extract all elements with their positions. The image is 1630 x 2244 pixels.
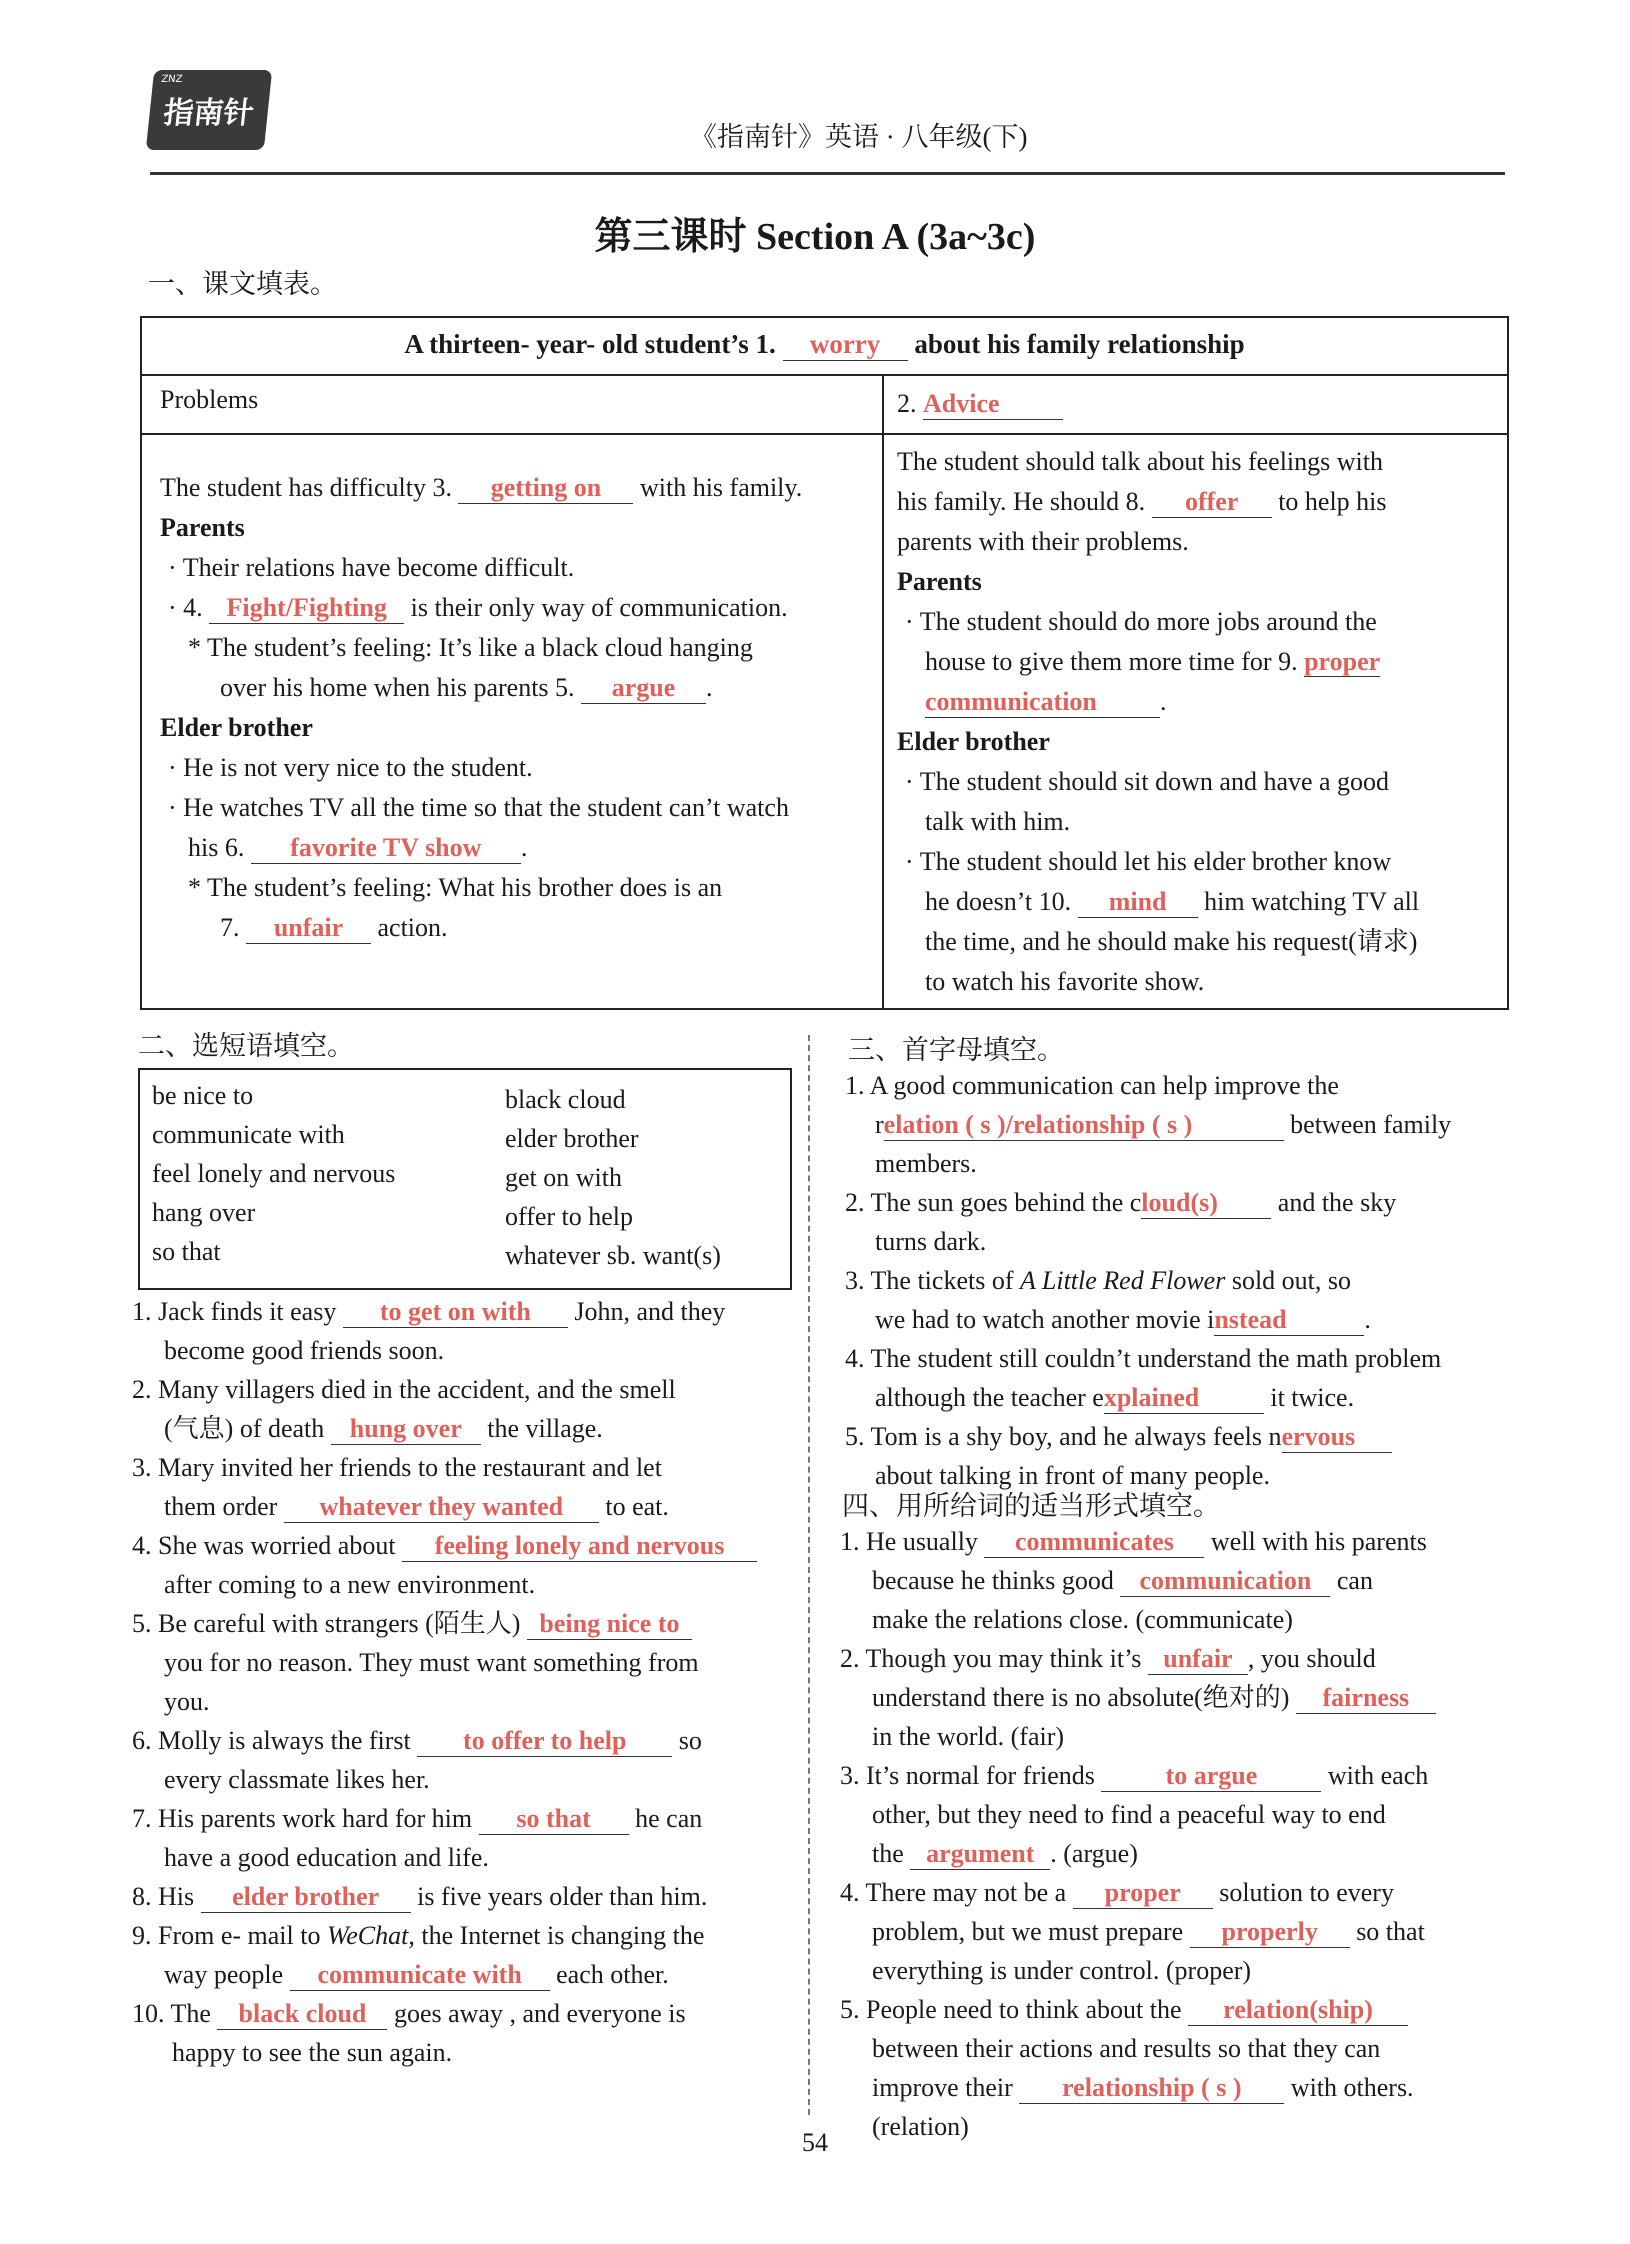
text-line (1104, 1384, 1264, 1414)
part1-p-feel1-b: over his home when his parents 5. (220, 673, 575, 702)
text-line (1282, 1423, 1392, 1453)
part2-q9-a: 9. From e- mail to (132, 1921, 321, 1950)
part4-q5-b: between their actions and results so that they can (872, 2034, 1381, 2063)
text-line (479, 1805, 629, 1835)
part4-q3-ans2: argument (926, 1839, 1035, 1868)
text-line (284, 1493, 599, 1523)
text-line (201, 1883, 411, 1913)
part4-q1-ans1: communicates (1014, 1527, 1174, 1556)
part1-ad-line1: The student should talk about his feelings with (897, 447, 1383, 476)
text-line (209, 594, 404, 624)
parents-heading: Parents (160, 513, 245, 542)
part1-p-feel1-a: * The student’s feeling: It’s like a black cloud hanging (188, 633, 753, 662)
text-line (840, 1561, 1510, 1600)
part3-q1-a: 1. A good communication can help improve the (845, 1071, 1339, 1100)
part4-q2-ans2: fairness (1322, 1683, 1410, 1712)
text-line (132, 1877, 792, 1916)
part2-phrases-right-1: elder brother (505, 1124, 639, 1153)
part2-q7-a: 7. His parents work hard for him (132, 1804, 473, 1833)
text-line (132, 1526, 792, 1565)
part3-q1-r: r (875, 1110, 884, 1139)
text-line (840, 1522, 1510, 1561)
text-line (845, 1378, 1505, 1417)
text-line (1214, 1306, 1364, 1336)
part4-q4-e: everything is under control. (proper) (872, 1956, 1252, 1985)
part4-q4-d: so that (1356, 1917, 1425, 1946)
part2-phrases-left-0: be nice to (152, 1081, 254, 1110)
advice-content (897, 442, 1492, 1002)
elder-heading: Elder brother (160, 713, 313, 742)
text-line (897, 482, 1492, 522)
text-line (1152, 488, 1272, 518)
table-rule (142, 433, 1507, 435)
column-divider (808, 1035, 810, 2115)
part4-q5-ans2: relationship ( s ) (1062, 2073, 1242, 2102)
text-line (217, 2000, 387, 2030)
part4-q1-d: can (1336, 1566, 1373, 1595)
phrase-box (138, 1068, 792, 1290)
advice-parents-heading: Parents (897, 567, 982, 596)
text-line: his 6. favorite TV show . (188, 833, 528, 862)
text-line (246, 914, 371, 944)
part3-q2-ans: loud(s) (1141, 1188, 1218, 1217)
part3-q4-c: it twice. (1270, 1383, 1355, 1412)
answer-10: mind (1108, 887, 1167, 916)
part3-q1-c: members. (875, 1149, 977, 1178)
answer-5: argue (611, 673, 676, 702)
part4-q5-e: (relation) (872, 2112, 969, 2141)
part1-p-bullet4-a: · He watches TV all the time so that the student can’t watch (168, 793, 789, 822)
part4-q3-a: 3. It’s normal for friends (840, 1761, 1095, 1790)
part2-phrases-left-1: communicate with (152, 1120, 345, 1149)
part2-heading: 二、选短语填空。 (138, 1031, 354, 1062)
part4-q2-ans1: unfair (1163, 1644, 1233, 1673)
text-line (1296, 1684, 1436, 1714)
part1-ad-b2-a: · The student should sit down and have a good (905, 767, 1390, 796)
part4-questions (840, 1522, 1510, 2146)
text-line (1101, 1762, 1321, 1792)
part2-q2-ans: hung over (349, 1414, 462, 1443)
part4-q3-d: the (872, 1839, 904, 1868)
part2-q9-b: , the Internet is changing the (408, 1921, 705, 1950)
part4-q1-a: 1. He usually (840, 1527, 978, 1556)
part3-q3-c: we had to watch another movie i (875, 1305, 1215, 1334)
col-advice (897, 384, 1063, 424)
part2-phrases-right-2: get on with (505, 1163, 622, 1192)
part2-q3-a: 3. Mary invited her friends to the restaurant and let (132, 1453, 662, 1482)
part2-q3-c: to eat. (605, 1492, 669, 1521)
text-line (1148, 1645, 1248, 1675)
part2-q7-ans: so that (516, 1804, 591, 1833)
part1-p-line1-post: with his family. (639, 473, 803, 502)
part1-heading: 一、课文填表。 (148, 269, 337, 300)
part2-q6-c: every classmate likes her. (164, 1765, 430, 1794)
part1-p-bullet4-b: his 6. (188, 833, 245, 862)
part2-q4-b: after coming to a new environment. (164, 1570, 536, 1599)
answer-8: offer (1184, 487, 1239, 516)
part4-q5-a: 5. People need to think about the (840, 1995, 1182, 2024)
part2-phrases-right-0: black cloud (505, 1085, 626, 1114)
part1-col-advice-num: 2. (897, 389, 917, 418)
part2-phrases-left-2: feel lonely and nervous (152, 1159, 396, 1188)
text-line (290, 1961, 550, 1991)
text-line (132, 1994, 792, 2033)
part4-q2-a: 2. Though you may think it’s (840, 1644, 1142, 1673)
text-line (845, 1183, 1505, 1222)
text-line (1073, 1879, 1213, 1909)
text-line (897, 642, 1492, 682)
answer-2: Advice (923, 389, 1000, 418)
part2-q6-b: so (678, 1726, 702, 1755)
part2-q8-a: 8. His (132, 1882, 195, 1911)
part2-q10-b: goes away , and everyone is (393, 1999, 686, 2028)
part1-table-title-pre: A thirteen- year- old student’s 1. (404, 329, 776, 359)
text-line (251, 834, 521, 864)
lesson-title: 第三课时 Section A (3a~3c) (594, 216, 1036, 258)
text-line (132, 1955, 792, 1994)
part1-p-bullet1: · Their relations have become difficult. (168, 553, 575, 582)
col-problems: Problems (160, 385, 259, 414)
text-line (783, 330, 908, 361)
problems-content (160, 468, 875, 948)
text-line (840, 2068, 1510, 2107)
part2-questions (132, 1292, 792, 2072)
part4-q5-d: with others. (1290, 2073, 1414, 2102)
part2-q10-a: 10. The (132, 1999, 211, 2028)
page-number: 54 (802, 2128, 828, 2157)
text-line (840, 1639, 1510, 1678)
logo-text: 指南针 (161, 96, 256, 131)
text-line (1120, 1567, 1330, 1597)
part1-table-title-post: about his family relationship (914, 329, 1245, 359)
text-line (840, 1678, 1510, 1717)
part3-q5-ans: ervous (1281, 1422, 1356, 1451)
part2-q4-ans: feeling lonely and nervous (434, 1531, 725, 1560)
answer-4: Fight/Fighting (226, 593, 387, 622)
part1-ad-b1-a: · The student should do more jobs around the (905, 607, 1377, 636)
part2-q5-ans: being nice to (539, 1609, 680, 1638)
text-line (1078, 888, 1198, 918)
text-line (925, 688, 1160, 718)
answer-9a: proper (1304, 647, 1381, 676)
phrase-list-right (505, 1080, 721, 1275)
part2-q8-ans: elder brother (232, 1882, 380, 1911)
part4-q4-ans1: proper (1104, 1878, 1181, 1907)
part1-ad-b3-c: the time, and he should make his request(请求) (925, 927, 1418, 956)
part1-ad-line3: parents with their problems. (897, 527, 1189, 556)
text-table (140, 316, 1509, 1010)
part2-q7-b: he can (635, 1804, 703, 1833)
part2-q10-ans: black cloud (238, 1999, 367, 2028)
part2-q6-a: 6. Molly is always the first (132, 1726, 411, 1755)
text-line (132, 1409, 792, 1448)
part1-p-feel2-b: 7. (220, 913, 240, 942)
text-line (840, 1756, 1510, 1795)
part4-q3-ans1: to argue (1165, 1761, 1258, 1790)
text-line (417, 1727, 672, 1757)
text-line (343, 1298, 568, 1328)
part4-q2-b: , you should (1247, 1644, 1376, 1673)
text-line (132, 1604, 792, 1643)
part1-p-bullet3: · He is not very nice to the student. (168, 753, 533, 782)
part2-q4-a: 4. She was worried about (132, 1531, 396, 1560)
text-line (923, 390, 1063, 420)
part3-q4-a: 4. The student still couldn’t understand the math problem (845, 1344, 1442, 1373)
part2-phrases-right-4: whatever sb. want(s) (505, 1241, 721, 1270)
part4-q3-c: other, but they need to find a peaceful way to end (872, 1800, 1386, 1829)
text-line (845, 1417, 1505, 1456)
part2-q7-c: have a good education and life. (164, 1843, 489, 1872)
text-line (1188, 1996, 1408, 2026)
phrase-list-left (152, 1076, 395, 1271)
part2-q1-a: 1. Jack finds it easy (132, 1297, 337, 1326)
part4-q4-a: 4. There may not be a (840, 1878, 1067, 1907)
part1-ad-b2-b: talk with him. (925, 807, 1071, 836)
part1-p-feel2-c: action. (377, 913, 448, 942)
text-line: over his home when his parents 5. argue . (220, 673, 713, 702)
part2-phrases-left-3: hang over (152, 1198, 256, 1227)
part4-heading: 四、用所给词的适当形式填空。 (842, 1491, 1220, 1522)
part2-q9-it: WeChat (326, 1921, 409, 1950)
text-line (840, 1873, 1510, 1912)
part1-ad-b3-a: · The student should let his elder brother know (905, 847, 1392, 876)
answer-3: getting on (490, 473, 602, 502)
text-line (527, 1610, 692, 1640)
part4-q3-e: . (argue) (1050, 1839, 1138, 1868)
book-title: 《指南针》英语 · 八年级(下) (690, 122, 1028, 152)
part4-q1-ans2: communication (1139, 1566, 1312, 1595)
part4-q4-b: solution to every (1219, 1878, 1394, 1907)
header-rule (150, 172, 1505, 175)
part2-q9-c: way people (164, 1960, 284, 1989)
part2-q5-c: you. (164, 1687, 210, 1716)
part2-q5-b: you for no reason. They must want something from (164, 1648, 699, 1677)
text-line (331, 1415, 481, 1445)
part2-phrases-left-4: so that (152, 1237, 221, 1266)
text-line (132, 1721, 792, 1760)
table-divider (882, 374, 884, 1008)
part3-q2-a: 2. The sun goes behind the c (845, 1188, 1142, 1217)
table-title (142, 324, 1507, 364)
text-line (884, 1111, 1284, 1141)
text-line (840, 1912, 1510, 1951)
part3-q5-b: about talking in front of many people. (875, 1461, 1270, 1490)
text-line (845, 1261, 1505, 1300)
text-line (132, 1916, 792, 1955)
part1-p-bullet2-post: is their only way of communication. (410, 593, 788, 622)
text-line (840, 1834, 1510, 1873)
part2-phrases-right-3: offer to help (505, 1202, 634, 1231)
text-line (1019, 2074, 1284, 2104)
text-line (132, 1799, 792, 1838)
part1-p-line1-pre: The student has difficulty 3. (160, 473, 452, 502)
part1-ad-b1-b: house to give them more time for 9. (925, 647, 1298, 676)
part3-q3-b: sold out, so (1231, 1266, 1352, 1295)
answer-6: favorite TV show (290, 833, 482, 862)
part3-q5-a: 5. Tom is a shy boy, and he always feels n (845, 1422, 1282, 1451)
part2-q9-d: each other. (556, 1960, 669, 1989)
part2-q2-c: the village. (487, 1414, 603, 1443)
table-rule (142, 374, 1507, 376)
text-line (897, 882, 1492, 922)
part3-heading: 三、首字母填空。 (848, 1035, 1064, 1066)
part3-q3-it: A Little Red Flower (1019, 1266, 1226, 1295)
part3-q4-b: although the teacher e (875, 1383, 1104, 1412)
part4-q5-ans1: relation(ship) (1223, 1995, 1373, 2024)
part4-q1-e: make the relations close. (communicate) (872, 1605, 1293, 1634)
part2-q2-a: 2. Many villagers died in the accident, and the smell (132, 1375, 676, 1404)
text-line (132, 1292, 792, 1331)
text-line (160, 588, 875, 628)
part4-q2-c: understand there is no absolute(绝对的) (872, 1683, 1290, 1712)
text-line (402, 1532, 757, 1562)
part4-q4-c: problem, but we must prepare (872, 1917, 1184, 1946)
part2-q10-c: happy to see the sun again. (172, 2038, 453, 2067)
part4-q1-c: because he thinks good (872, 1566, 1114, 1595)
part3-q2-b: and the sky (1277, 1188, 1397, 1217)
text-line (160, 908, 875, 948)
part1-ad-b3-b-pre: he doesn’t 10. (925, 887, 1072, 916)
text-line (984, 1528, 1204, 1558)
part1-ad-line2-pre: his family. He should 8. (897, 487, 1146, 516)
part3-q4-ans: xplained (1103, 1383, 1200, 1412)
answer-9b: communication (925, 687, 1097, 716)
text-line (1141, 1189, 1271, 1219)
part2-q3-ans: whatever they wanted (319, 1492, 564, 1521)
text-line (1190, 1918, 1350, 1948)
part2-q6-ans: to offer to help (463, 1726, 627, 1755)
part2-q8-b: is five years older than him. (417, 1882, 708, 1911)
part1-p-feel2-a: * The student’s feeling: What his brother does is an (188, 873, 723, 902)
part2-q1-c: become good friends soon. (164, 1336, 445, 1365)
part1-ad-line2-post: to help his (1278, 487, 1387, 516)
part1-ad-b3-b-post: him watching TV all (1204, 887, 1420, 916)
text-line (458, 474, 633, 504)
text-line (845, 1105, 1505, 1144)
advice-elder-heading: Elder brother (897, 727, 1050, 756)
part4-q1-b: well with his parents (1210, 1527, 1427, 1556)
part2-q2-b: (气息) of death (164, 1414, 325, 1443)
text-line (160, 468, 875, 508)
part2-q1-b: John, and they (574, 1297, 726, 1326)
text-line: we had to watch another movie instead . (875, 1305, 1371, 1334)
part3-questions (845, 1066, 1505, 1495)
part1-p-bullet2-pre: · 4. (168, 593, 203, 622)
part2-q9-ans: communicate with (317, 1960, 522, 1989)
part3-q2-c: turns dark. (875, 1227, 987, 1256)
answer-1: worry (809, 329, 881, 359)
text-line: communication . (925, 687, 1167, 716)
part4-q4-ans2: properly (1221, 1917, 1318, 1946)
text-line (910, 1840, 1050, 1870)
part3-q3-ans: nstead (1214, 1305, 1287, 1334)
part3-q1-ans: elation ( s )/relationship ( s ) (883, 1110, 1193, 1139)
logo-sub: ZNZ (160, 74, 183, 85)
part4-q5-c: improve their (872, 2073, 1013, 2102)
part1-ad-b3-d: to watch his favorite show. (925, 967, 1205, 996)
part2-q1-ans: to get on with (379, 1297, 531, 1326)
part2-q5-a: 5. Be careful with strangers (陌生人) (132, 1609, 521, 1638)
part3-q1-b: between family (1290, 1110, 1452, 1139)
brand-logo (146, 70, 272, 150)
text-line (132, 1487, 792, 1526)
part4-q3-b: with each (1327, 1761, 1429, 1790)
text-line (581, 674, 706, 704)
part4-q2-d: in the world. (fair) (872, 1722, 1065, 1751)
text-line (840, 1990, 1510, 2029)
part3-q3-a: 3. The tickets of (845, 1266, 1014, 1295)
part2-q3-b: them order (164, 1492, 278, 1521)
answer-7: unfair (273, 913, 344, 942)
